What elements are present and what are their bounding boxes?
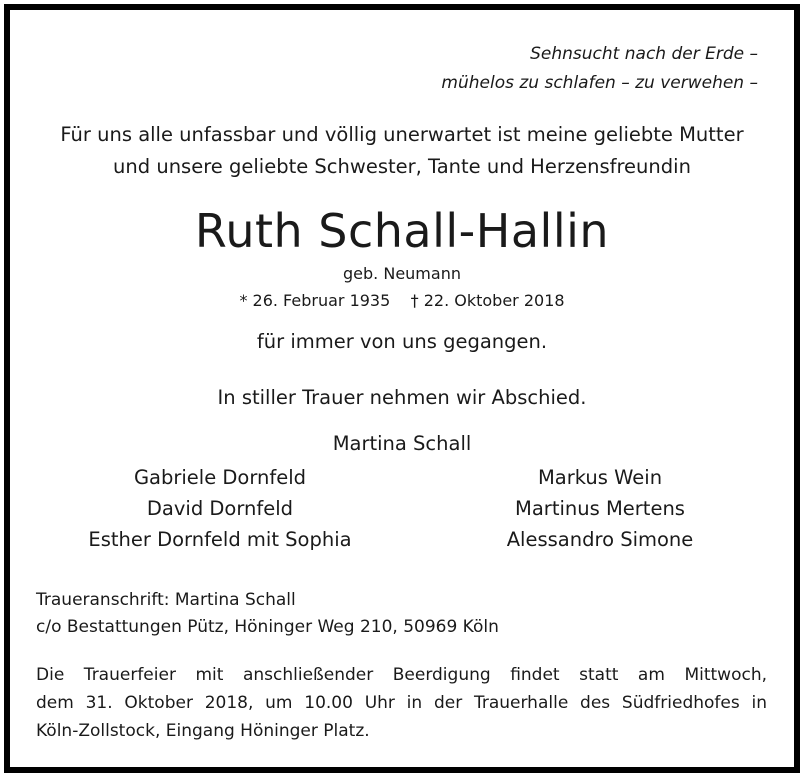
deceased-name: Ruth Schall-Hallin bbox=[194, 204, 610, 258]
farewell-text: In stiller Trauer nehmen wir Abschied. bbox=[217, 386, 587, 409]
obituary-frame bbox=[4, 4, 800, 773]
ceremony-line-2: dem 31. Oktober 2018, um 10.00 Uhr in der Trauerhalle des Südfriedhofes in bbox=[36, 693, 767, 713]
mourners-right-column bbox=[450, 462, 750, 555]
mourner-name: Martinus Mertens bbox=[515, 497, 685, 520]
ceremony-line-3: Köln-Zollstock, Eingang Höninger Platz. bbox=[36, 721, 370, 741]
intro-line-1: Für uns alle unfassbar und völlig unerwartet ist meine geliebte Mutter bbox=[60, 123, 744, 146]
mourner-name: David Dornfeld bbox=[146, 497, 294, 520]
maiden-name: geb. Neumann bbox=[343, 264, 461, 283]
mourners-left-column bbox=[70, 462, 370, 555]
mourner-main: Martina Schall bbox=[332, 432, 472, 455]
ceremony-line-1: Die Trauerfeier mit anschließender Beerdigung findet statt am Mittwoch, bbox=[36, 665, 767, 685]
motto-line-1: Sehnsucht nach der Erde – bbox=[530, 44, 758, 64]
motto-line-2: mühelos zu schlafen – zu verwehen – bbox=[441, 73, 758, 93]
mourner-name: Alessandro Simone bbox=[506, 528, 694, 551]
mourner-name: Gabriele Dornfeld bbox=[133, 466, 307, 489]
address-line-1: Traueranschrift: Martina Schall bbox=[36, 590, 296, 610]
passing-text: für immer von uns gegangen. bbox=[256, 330, 548, 353]
life-dates: * 26. Februar 1935 † 22. Oktober 2018 bbox=[239, 291, 565, 310]
address-line-2: c/o Bestattungen Pütz, Höninger Weg 210, 50969 Köln bbox=[36, 617, 499, 637]
intro-line-2: und unsere geliebte Schwester, Tante und Herzensfreundin bbox=[113, 155, 691, 178]
mourner-name: Markus Wein bbox=[537, 466, 663, 489]
mourner-name: Esther Dornfeld mit Sophia bbox=[88, 528, 352, 551]
ceremony-notice bbox=[36, 661, 767, 745]
